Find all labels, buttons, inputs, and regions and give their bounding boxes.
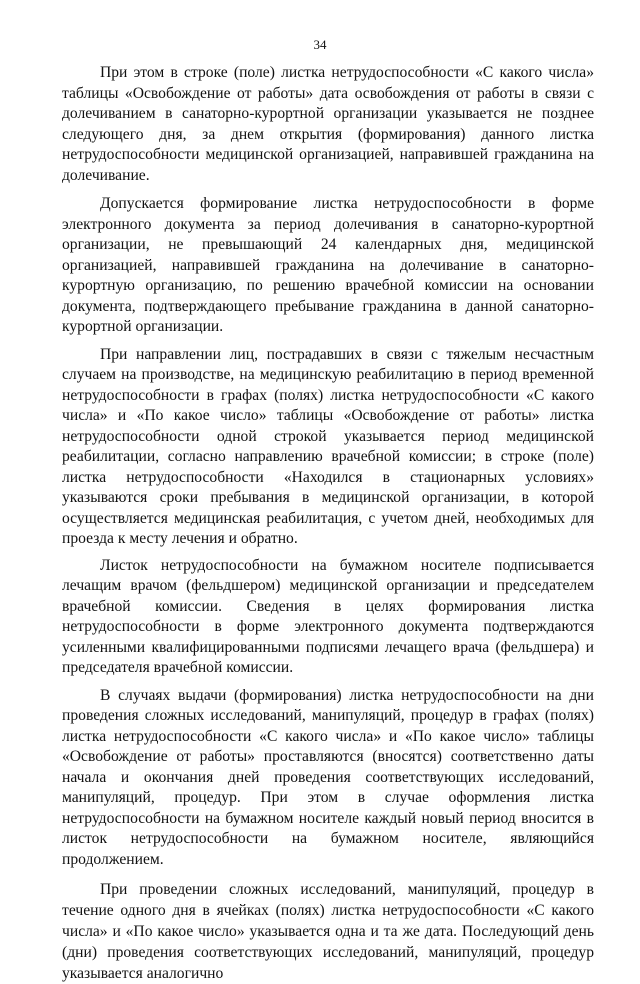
paragraph-electronic-recuperation-period: Допускается формирование листка нетрудоспособности в форме электронного документа за период долечивания в санаторно-курортной организации, не превышающий 24 календарных дня, медицинской организацией, направившей гражданина на долечивание в санаторно-курортную организацию, по решению врачебной комиссии на основании документа, подтверждающего пребывание гражданина в данной санаторно-курортной организации. <box>62 195 594 335</box>
paragraph-signatures: Листок нетрудоспособности на бумажном носителе подписывается лечащим врачом (фельдшером) медицинской организации и председателем врачебной комиссии. Сведения в целях формирования листка нетрудоспособности в форме электронного документа подтверждаются усиленными квалифицированными подписями лечащего врача (фельдшера) и председателя врачебной комиссии. <box>62 556 594 676</box>
page-number: 34 <box>313 37 327 52</box>
document-body <box>62 63 594 984</box>
paragraph-same-day-procedures: При проведении сложных исследований, манипуляций, процедур в течение одного дня в ячейках (полях) листка нетрудоспособности «С какого числа» и «По какое число» указывается одна и та же дата. Последующий день (дни) проведения соответствующих исследований, манипуляций, процедур указывается аналогично <box>62 881 594 982</box>
paragraph-complex-procedures-dates: В случаях выдачи (формирования) листка нетрудоспособности на дни проведения сложных исследований, манипуляций, процедур в графах (полях) листка нетрудоспособности «С какого числа» и «По какое число» таблицы «Освобождение от работы» проставляются (вносятся) соответственно даты начала и окончания дней проведения соответствующих исследований, манипуляций, процедур. При этом в случае оформления листка нетрудоспособности на бумажном носителе каждый новый период вносится в листок нетрудоспособности на бумажном носителе, являющийся продолжением. <box>62 686 594 868</box>
paragraph-industrial-accident-rehabilitation: При направлении лиц, пострадавших в связи с тяжелым несчастным случаем на производстве, на медицинскую реабилитацию в период временной нетрудоспособности в графах (полях) листка нетрудоспособности «С какого числа» и «По какое число» таблицы «Освобождение от работы» листка нетрудоспособности одной строкой указывается период медицинской реабилитации, согласно направлению врачебной комиссии; в строке (поле) листка нетрудоспособности «Находился в стационарных условиях» указываются сроки пребывания в медицинской организации, в которой осуществляется медицинская реабилитация, с учетом дней, необходимых для проезда к месту лечения и обратно. <box>62 345 594 547</box>
paragraph-recuperation-release-date: При этом в строке (поле) листка нетрудоспособности «С какого числа» таблицы «Освобождение от работы» дата освобождения от работы в связи с долечиванием в санаторно-курортной организации указывается не позднее следующего дня, за днем открытия (формирования) данного листка нетрудоспособности медицинской организацией, направившей гражданина на долечивание. <box>62 64 594 184</box>
